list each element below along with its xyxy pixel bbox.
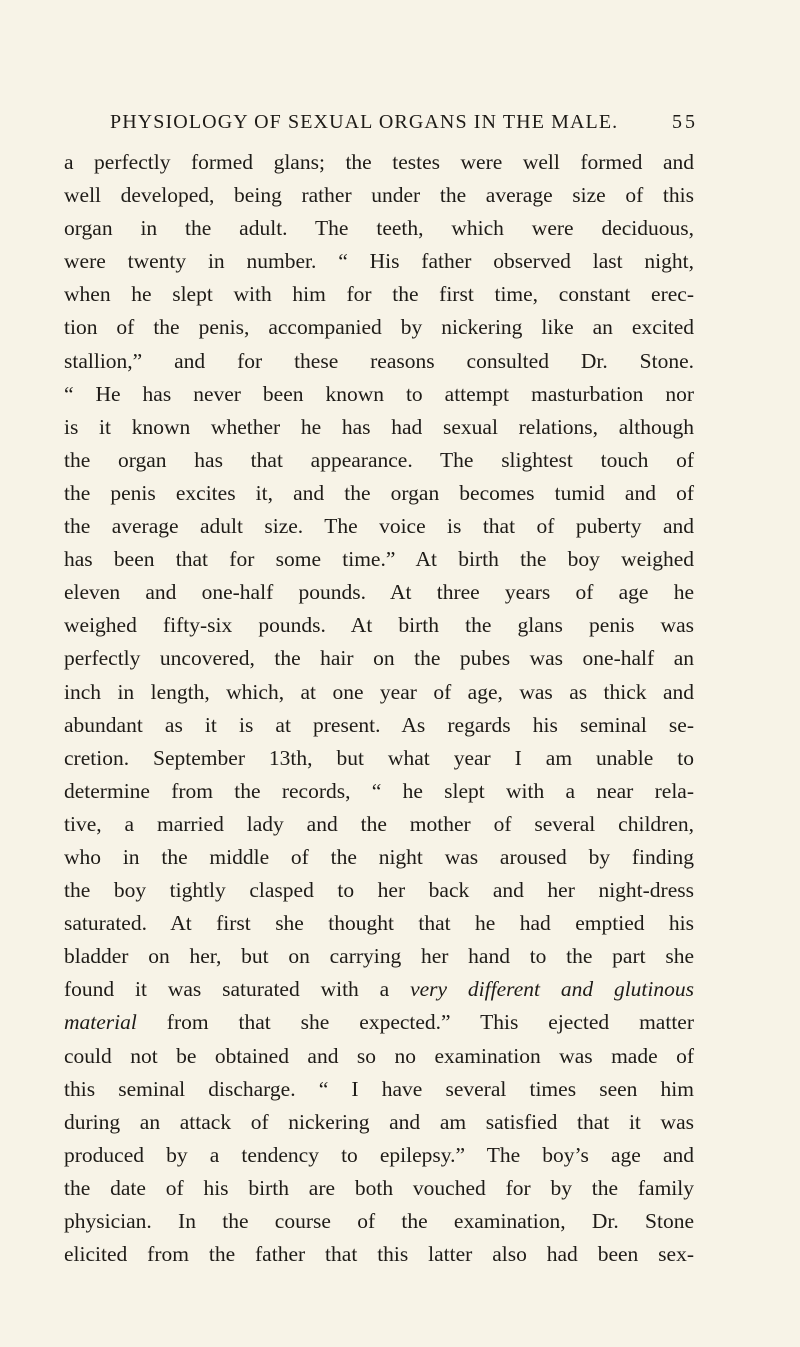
- text-line: tion of the penis, accompanied by nickering like an excited: [64, 315, 694, 340]
- text-line: determine from the records, “ he slept with a near rela-: [64, 778, 694, 803]
- text-line: the penis excites it, and the organ becomes tumid and of: [64, 480, 694, 505]
- text-line: the average adult size. The voice is that of puberty and: [64, 514, 694, 539]
- italic-phrase: very different and glutinous: [410, 977, 694, 1002]
- text-line: the organ has that appearance. The slightest touch of: [64, 447, 694, 472]
- text-line: perfectly uncovered, the hair on the pubes was one-half an: [64, 646, 694, 671]
- text-line: tive, a married lady and the mother of several children,: [64, 811, 694, 836]
- text-line: weighed fifty-six pounds. At birth the glans penis was: [64, 613, 694, 638]
- page-header: [110, 110, 698, 134]
- page-number: 55: [672, 111, 698, 133]
- text-line: the date of his birth are both vouched for by the family: [64, 1175, 694, 1200]
- text-line: has been that for some time.” At birth the boy weighed: [64, 547, 694, 572]
- text-line: could not be obtained and so no examination was made of: [64, 1043, 694, 1068]
- text-line: cretion. September 13th, but what year I am unable to: [64, 745, 694, 770]
- text-line: during an attack of nickering and am satisfied that it was: [64, 1109, 694, 1134]
- text-line: were twenty in number. “ His father observed last night,: [64, 249, 694, 274]
- text-line: who in the middle of the night was aroused by finding: [64, 844, 694, 869]
- text-line: elicited from the father that this latter also had been sex-: [64, 1242, 694, 1267]
- text-line: the boy tightly clasped to her back and her night-dress: [64, 878, 694, 903]
- text-line: eleven and one-half pounds. At three years of age he: [64, 580, 694, 605]
- text-line: when he slept with him for the first time, constant erec-: [64, 282, 694, 307]
- text-line: a perfectly formed glans; the testes were well formed and: [64, 150, 694, 174]
- text-line: material from that she expected.” This ejected matter: [64, 1010, 694, 1035]
- text-line: well developed, being rather under the average size of this: [64, 183, 694, 208]
- text-line: physician. In the course of the examination, Dr. Stone: [64, 1209, 694, 1233]
- text-line: is it known whether he has had sexual relations, although: [64, 414, 694, 439]
- text-line: saturated. At first she thought that he had emptied his: [64, 911, 694, 936]
- text-line: organ in the adult. The teeth, which were deciduous,: [64, 216, 694, 241]
- italic-phrase: material: [64, 1010, 137, 1035]
- text-line: this seminal discharge. “ I have several times seen him: [64, 1076, 694, 1101]
- running-title: PHYSIOLOGY OF SEXUAL ORGANS IN THE MALE.: [110, 111, 619, 133]
- text-line: inch in length, which, at one year of age, was as thick and: [64, 679, 694, 704]
- text-line: “ He has never been known to attempt masturbation nor: [64, 381, 694, 406]
- text-line: bladder on her, but on carrying her hand to the part she: [64, 944, 694, 969]
- text-line: produced by a tendency to epilepsy.” The boy’s age and: [64, 1142, 694, 1167]
- body-text: [64, 146, 694, 1271]
- text-line: stallion,” and for these reasons consulted Dr. Stone.: [64, 348, 694, 373]
- text-line: abundant as it is at present. As regards his seminal se-: [64, 712, 694, 737]
- text-line: found it was saturated with a very different and glutinous: [64, 977, 694, 1002]
